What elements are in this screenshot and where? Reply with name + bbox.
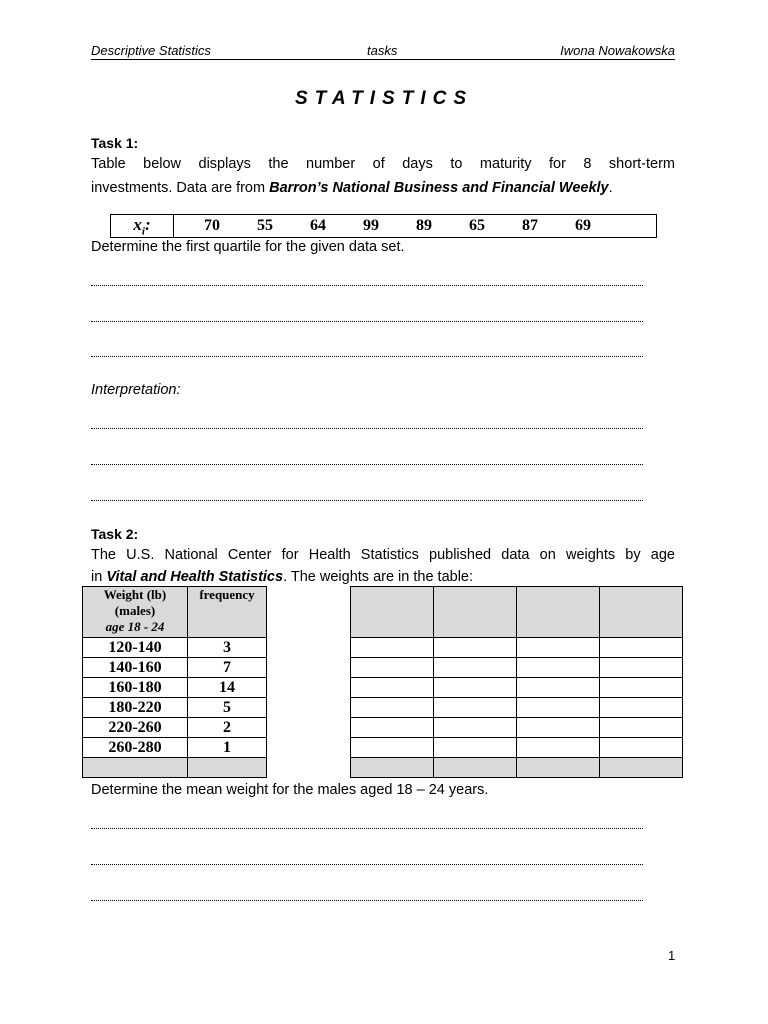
header-right: Iwona Nowakowska xyxy=(560,43,675,58)
weight-cell: 220-260 xyxy=(83,718,188,738)
task1-text-post: . xyxy=(608,180,613,196)
page-number: 1 xyxy=(668,948,676,963)
task1-text-pre: investments. Data are from xyxy=(91,180,270,196)
table-row xyxy=(351,678,683,698)
answer-line xyxy=(91,284,643,286)
page-title: STATISTICS xyxy=(294,88,474,109)
task2-source: Vital and Health Statistics xyxy=(106,569,284,585)
task1-question: Determine the first quartile for the given data set. xyxy=(91,239,405,255)
frequency-cell: 14 xyxy=(188,678,267,698)
task1-heading: Task 1: xyxy=(91,135,139,151)
answer-line xyxy=(91,355,643,357)
value-1: 70 xyxy=(204,217,220,235)
task1-source: Barron’s National Business and Financial Weekly xyxy=(269,180,609,196)
table-row xyxy=(351,638,683,658)
table-row xyxy=(351,718,683,738)
table-total-row xyxy=(351,758,683,778)
answer-line xyxy=(91,899,643,901)
xi-label: $x_i$: xyxy=(111,215,174,238)
frequency-cell: 3 xyxy=(188,638,267,658)
table-row xyxy=(351,658,683,678)
frequency-cell: 5 xyxy=(188,698,267,718)
value-3: 64 xyxy=(310,217,326,235)
answer-line xyxy=(91,827,643,829)
weight-cell: 260-280 xyxy=(83,738,188,758)
value-6: 65 xyxy=(469,217,485,235)
table-row xyxy=(83,658,267,678)
answer-line xyxy=(91,463,643,465)
weight-cell: 120-140 xyxy=(83,638,188,658)
answer-line xyxy=(91,427,643,429)
task2-text-pre: in xyxy=(91,569,107,585)
table-row xyxy=(83,698,267,718)
frequency-cell: 7 xyxy=(188,658,267,678)
weight-cell: 140-160 xyxy=(83,658,188,678)
header-left: Descriptive Statistics xyxy=(91,43,211,58)
task1-text-line2 xyxy=(91,176,675,200)
answer-line xyxy=(91,320,643,322)
table-row xyxy=(351,698,683,718)
table-row xyxy=(351,738,683,758)
table-row xyxy=(83,718,267,738)
frequency-cell: 1 xyxy=(188,738,267,758)
task2-text-line1: The U.S. National Center for Health Statistics published data on weights by age xyxy=(91,547,675,563)
value-4: 99 xyxy=(363,217,379,235)
task2-question: Determine the mean weight for the males aged 18 – 24 years. xyxy=(91,782,489,798)
answer-line xyxy=(91,863,643,865)
header-rule xyxy=(91,59,675,60)
task2-text-post: . The weights are in the table: xyxy=(283,569,474,585)
value-2: 55 xyxy=(257,217,273,235)
table-total-row xyxy=(83,758,267,778)
table-row xyxy=(83,678,267,698)
task2-heading: Task 2: xyxy=(91,526,139,542)
value-8: 69 xyxy=(575,217,591,235)
answer-line xyxy=(91,499,643,501)
header-center: tasks xyxy=(367,43,398,58)
value-5: 89 xyxy=(416,217,432,235)
task1-text-line1: Table below displays the number of days to maturity for 8 short-term xyxy=(91,156,675,172)
table-row xyxy=(83,738,267,758)
empty-work-table xyxy=(350,586,683,778)
weight-cell: 160-180 xyxy=(83,678,188,698)
table-row xyxy=(83,638,267,658)
weight-cell: 180-220 xyxy=(83,698,188,718)
frequency-cell: 2 xyxy=(188,718,267,738)
weights-table xyxy=(82,586,267,778)
interpretation-label: Interpretation: xyxy=(91,382,181,398)
weight-column-header: Weight (lb) (males) age 18 - 24 xyxy=(83,587,188,638)
value-7: 87 xyxy=(522,217,538,235)
frequency-column-header: frequency xyxy=(188,587,267,638)
